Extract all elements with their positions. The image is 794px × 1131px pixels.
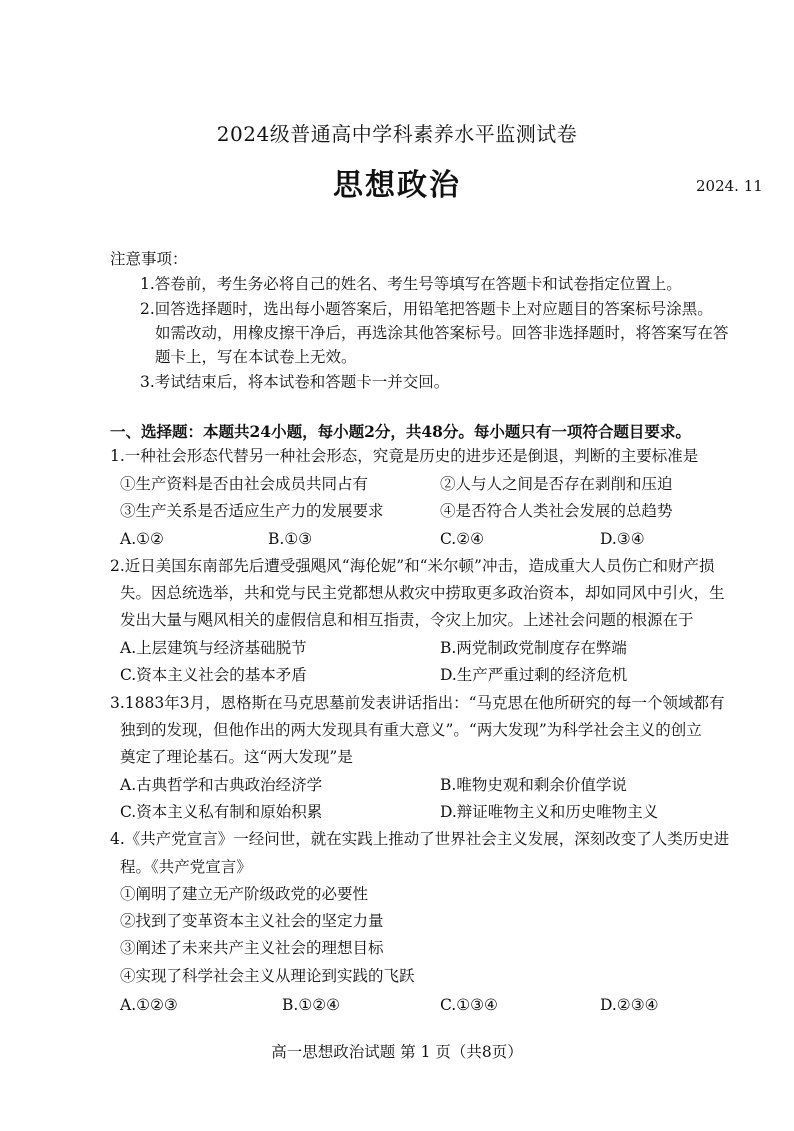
statement: ④是否符合人类社会发展的总趋势 — [440, 502, 673, 520]
option-b: B.两党制政党制度存在弊端 — [440, 639, 627, 657]
statement: ③阐述了未来共产主义社会的理想目标 — [120, 939, 384, 957]
question-stem: 2.近日美国东南部先后遭受强飓风“海伦妮”和“米尔顿”冲击，造成重大人员伤亡和财产损 — [110, 557, 715, 575]
option-b: B.①②④ — [282, 996, 341, 1014]
option-c: C.②④ — [440, 530, 485, 548]
subject-title: 思想政治 — [333, 168, 461, 203]
section-heading: 一、选择题：本题共24小题，每小题2分，共48分。每小题只有一项符合题目要求。 — [110, 422, 691, 441]
statement: ④实现了科学社会主义从理论到实践的飞跃 — [120, 967, 415, 985]
question-stem: 程。《共产党宣言》 — [120, 858, 252, 876]
statement: ①生产资料是否由社会成员共同占有 — [120, 475, 369, 493]
notice-item: 3.考试结束后，将本试卷和答题卡一并交回。 — [140, 373, 450, 391]
option-c: C.资本主义私有制和原始积累 — [120, 803, 323, 821]
question-stem: 1.一种社会形态代替另一种社会形态，究竟是历史的进步还是倒退，判断的主要标准是 — [110, 447, 699, 465]
notice-item: 1.答卷前，考生务必将自己的姓名、考生号等填写在答题卡和试卷指定位置上。 — [140, 275, 682, 293]
question-stem: 发出大量与飓风相关的虚假信息和相互指责，令灾上加灾。上述社会问题的根源在于 — [120, 611, 694, 629]
option-d: D.③④ — [600, 530, 645, 548]
page-footer: 高一思想政治试题 第 1 页（共8页） — [271, 1043, 523, 1061]
option-b: B.①③ — [268, 530, 313, 548]
question-stem: 4.《共产党宣言》一经问世，就在实践上推动了世界社会主义发展，深刻改变了人类历史进 — [110, 830, 730, 848]
option-d: D.生产严重过剩的经济危机 — [440, 666, 628, 684]
question-stem: 奠定了理论基石。这“两大发现”是 — [120, 748, 353, 766]
option-b: B.唯物史观和剩余价值学说 — [440, 776, 627, 794]
option-a: A.①② — [120, 530, 164, 548]
notice-heading: 注意事项： — [110, 250, 188, 268]
exam-date: 2024. 11 — [696, 177, 763, 195]
notice-item: 题卡上，写在本试卷上无效。 — [155, 348, 357, 366]
option-a: A.①②③ — [120, 996, 178, 1014]
question-stem: 失。因总统选举，共和党与民主党都想从救灾中捞取更多政治资本，却如同风中引火，生 — [120, 584, 725, 602]
option-c: C.①③④ — [440, 996, 498, 1014]
exam-title: 2024级普通高中学科素养水平监测试卷 — [216, 122, 578, 146]
option-d: D.辩证唯物主义和历史唯物主义 — [440, 803, 659, 821]
notice-item: 如需改动，用橡皮擦干净后，再选涂其他答案标号。回答非选择题时，将答案写在答 — [155, 324, 729, 342]
option-a: A.上层建筑与经济基础脱节 — [120, 639, 307, 657]
question-stem: 独到的发现，但他作出的两大发现具有重大意义”。“两大发现”为科学社会主义的创立 — [120, 721, 702, 739]
notice-item: 2.回答选择题时，选出每小题答案后，用铅笔把答题卡上对应题目的答案标号涂黑。 — [140, 300, 713, 318]
statement: ③生产关系是否适应生产力的发展要求 — [120, 502, 384, 520]
question-stem: 3.1883年3月，恩格斯在马克思墓前发表讲话指出：“马克思在他所研究的每一个领域都有 — [110, 694, 725, 712]
option-a: A.古典哲学和古典政治经济学 — [120, 776, 323, 794]
statement: ②人与人之间是否存在剥削和压迫 — [440, 475, 673, 493]
statement: ①阐明了建立无产阶级政党的必要性 — [120, 885, 369, 903]
statement: ②找到了变革资本主义社会的坚定力量 — [120, 912, 384, 930]
option-d: D.②③④ — [600, 996, 659, 1014]
option-c: C.资本主义社会的基本矛盾 — [120, 666, 307, 684]
